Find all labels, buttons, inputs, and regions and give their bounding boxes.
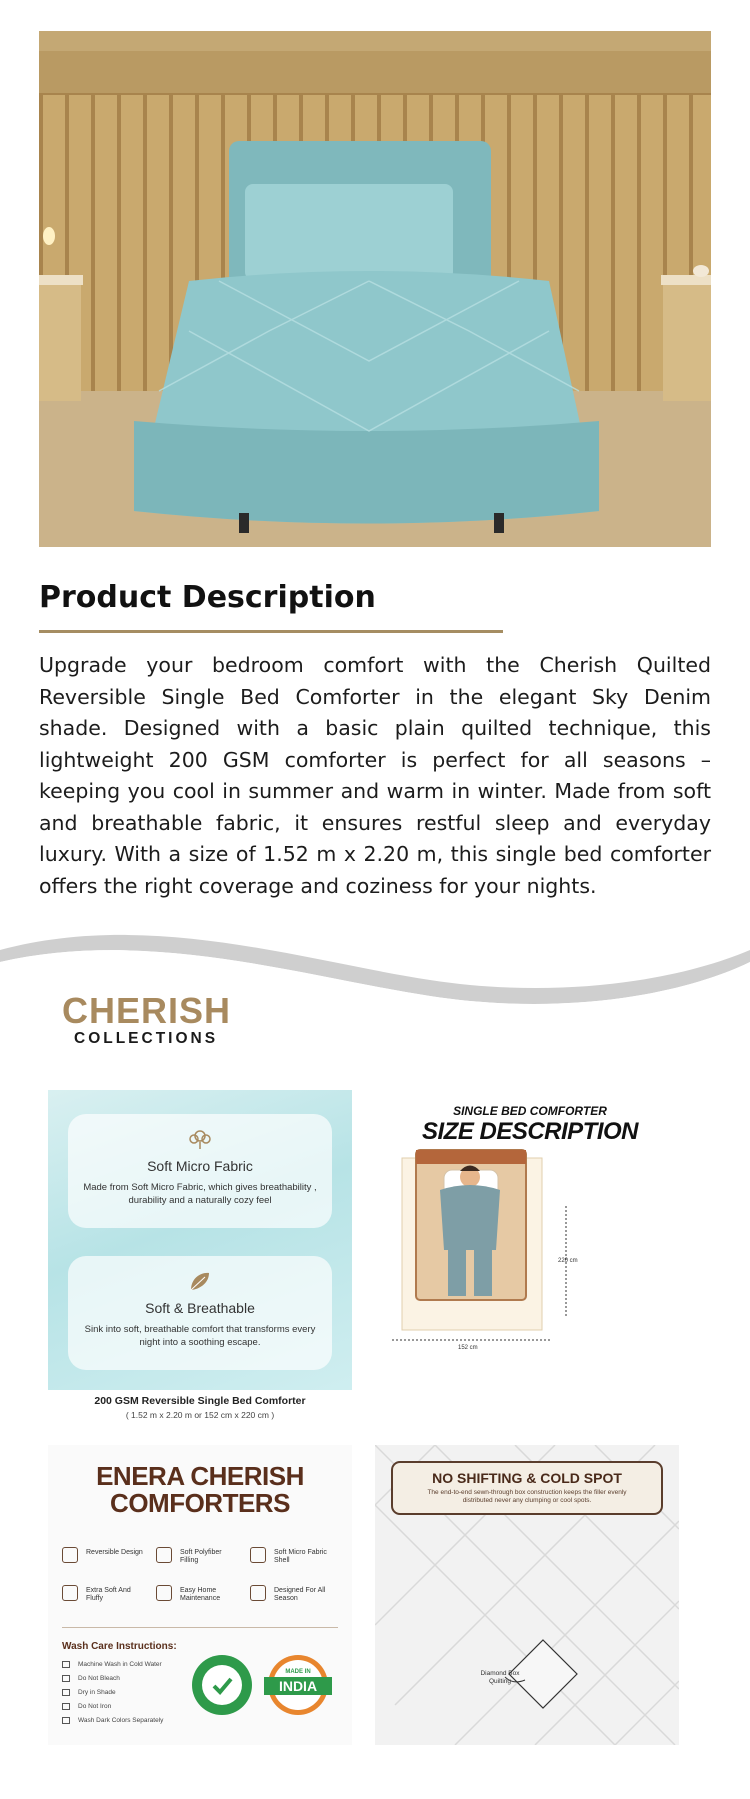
features-title-line2: COMFORTERS (110, 1488, 290, 1518)
svg-text:MADE IN: MADE IN (285, 1669, 311, 1675)
feature-card-soft-breathable (68, 1256, 332, 1370)
washing-machine-icon (156, 1585, 172, 1601)
brand-name: CHERISH (62, 990, 232, 1031)
fabric-tile-caption (48, 1395, 352, 1420)
fabric-shell-icon (250, 1547, 266, 1563)
wash-care-item: Do Not Bleach (62, 1675, 120, 1682)
cotton-icon (187, 1128, 213, 1150)
filling-icon (156, 1547, 172, 1563)
diamond-quilting-label: Diamond Box Quilting (480, 1670, 520, 1685)
feature-card-text: Made from Soft Micro Fabric, which gives breathability , durability and a naturally cozy feel (83, 1182, 317, 1206)
no-iron-icon (62, 1703, 70, 1710)
sun-snow-icon (250, 1585, 266, 1601)
no-shifting-banner (391, 1461, 663, 1515)
feature-card-text: Sink into soft, breathable comfort that transforms every night into a soothing escape. (84, 1324, 316, 1348)
brand-subtitle: COLLECTIONS (74, 1030, 219, 1047)
feature-card-title: Soft Micro Fabric (147, 1158, 253, 1174)
separate-wash-icon (62, 1717, 70, 1724)
wash-care-item: Machine Wash in Cold Water (62, 1661, 162, 1668)
feature-all-season: Designed For All Season (274, 1587, 326, 1602)
feature-easy-maintenance: Easy Home Maintenance (180, 1587, 221, 1602)
fabric-feature-tile (48, 1090, 352, 1390)
hero-product-image (39, 31, 711, 547)
features-divider (62, 1627, 338, 1628)
dry-shade-icon (62, 1689, 70, 1696)
feature-polyfiber-filling: Soft Polyfiber Filling (180, 1549, 222, 1564)
bed-size-diagram (378, 1090, 682, 1390)
caption-dimensions: ( 1.52 m x 2.20 m or 152 cm x 220 cm ) (125, 1410, 275, 1420)
feather-icon (62, 1585, 78, 1601)
features-title-line1: ENERA CHERISH (96, 1461, 304, 1491)
wash-care-item: Wash Dark Colors Separately (62, 1717, 163, 1724)
leaf-icon (187, 1270, 213, 1292)
banner-text: The end-to-end sewn-through box construction keeps the filler evenly distributed never any clumping or cool spots. (427, 1489, 627, 1504)
banner-title: NO SHIFTING & COLD SPOT (432, 1470, 622, 1486)
product-description-text: Upgrade your bedroom comfort with the Cherish Quilted Reversible Single Bed Comforter in the elegant Sky Denim shade. Designed with a basic plain quilted technique, this lightweight 200 GSM comforter is perfect for all seasons – keeping you cool in summer and warm in winter. Made from soft and breathable fabric, it ensures restful sleep and everyday luxury. With a size of 1.52 m x 2.20 m, this single bed comforter offers the right coverage and coziness for your nights. (39, 653, 711, 898)
feature-micro-fabric-shell: Soft Micro Fabric Shell (274, 1549, 327, 1564)
caption-title: 200 GSM Reversible Single Bed Comforter (94, 1395, 306, 1407)
product-description-heading: Product Description (39, 580, 376, 615)
heading-underline (39, 630, 503, 633)
reversible-icon (62, 1547, 78, 1563)
quality-badge (190, 1653, 254, 1717)
wash-care-item: Do Not Iron (62, 1703, 111, 1710)
size-description-tile (378, 1090, 682, 1390)
features-title (48, 1463, 352, 1517)
size-heading-large: SIZE DESCRIPTION (421, 1118, 639, 1145)
feature-card-title: Soft & Breathable (145, 1300, 255, 1316)
height-dimension-label: 220 cm (558, 1258, 578, 1264)
width-dimension-label: 152 cm (458, 1345, 478, 1351)
feature-extra-soft: Extra Soft And Fluffy (86, 1587, 131, 1602)
comforter-features-tile (48, 1445, 352, 1745)
quilting-feature-tile (375, 1445, 679, 1745)
brand-logo (62, 990, 242, 1048)
no-bleach-icon (62, 1675, 70, 1682)
feature-reversible-design: Reversible Design (86, 1549, 143, 1556)
size-heading-small: SINGLE BED COMFORTER (453, 1104, 607, 1118)
made-in-india-badge (260, 1653, 336, 1717)
wash-care-heading: Wash Care Instructions: (62, 1641, 177, 1652)
svg-text:INDIA: INDIA (278, 1678, 318, 1694)
machine-wash-icon (62, 1661, 70, 1668)
feature-card-soft-micro-fabric (68, 1114, 332, 1228)
wash-care-item: Dry in Shade (62, 1689, 116, 1696)
